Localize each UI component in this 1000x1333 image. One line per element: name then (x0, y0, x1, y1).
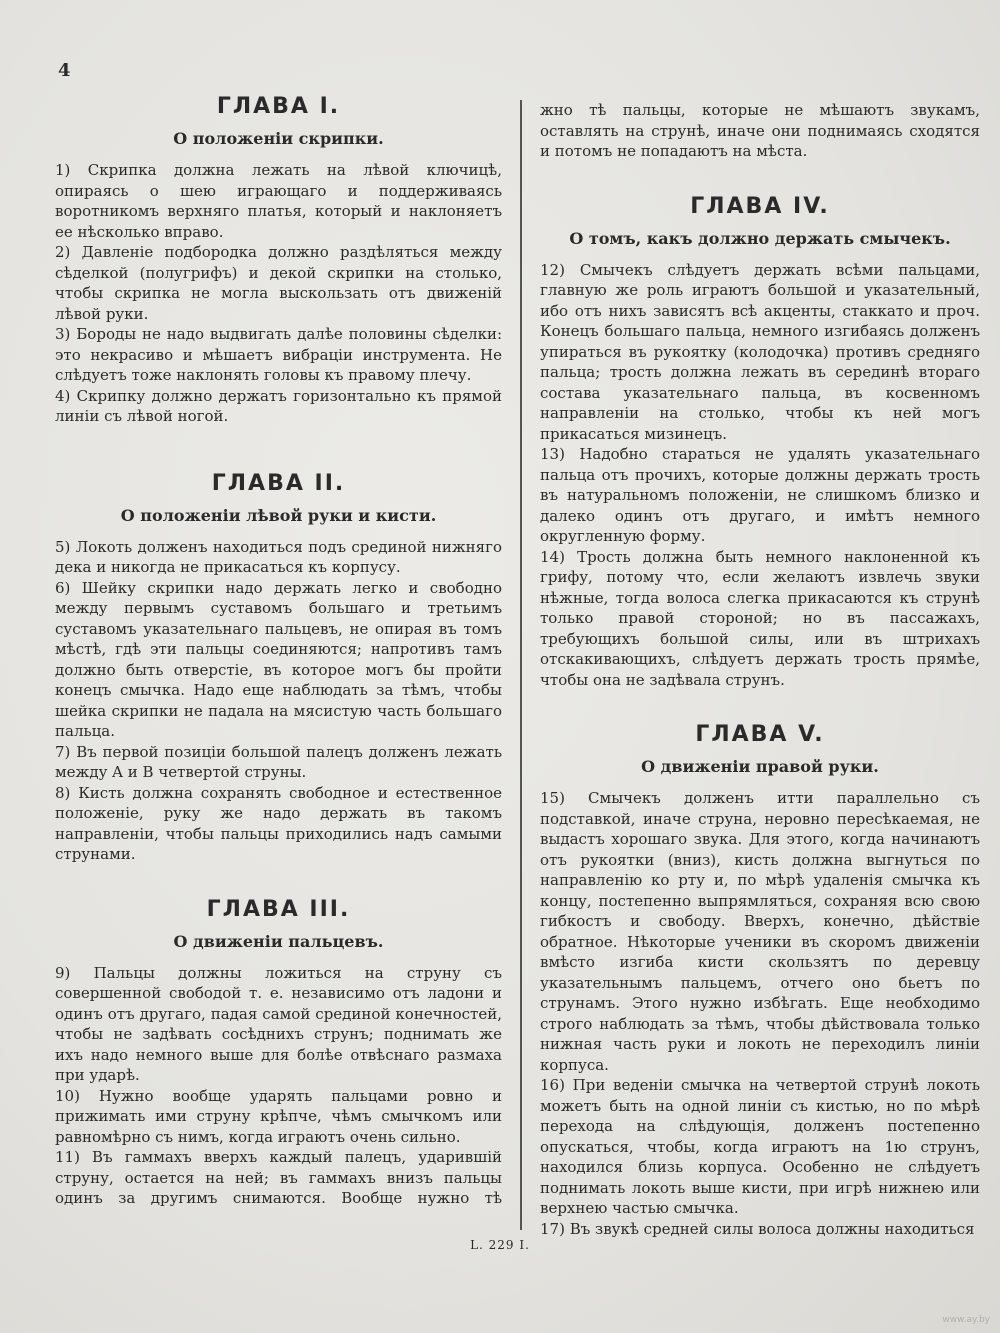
chapter-subtitle: О томъ, какъ должно держать смычекъ. (569, 228, 951, 248)
paragraph: 6) Шейку скрипки надо держать легко и свободно между первымъ суставомъ большаго и третьимъ суставомъ указательнаго пальцевъ, не опирая въ томъ мѣстѣ, гдѣ эти пальцы соединяются; напротивъ тамъ должно быть отверстіе, въ которое могъ бы пройти конецъ смычка. Надо еще наблюдать за тѣмъ, чтобы шейка скрипки не падала на мясистую часть большаго пальца. (55, 578, 502, 740)
chapter-subtitle: О движеніи пальцевъ. (173, 931, 384, 951)
paragraph: 13) Надобно стараться не удалять указательнаго пальца отъ прочихъ, которые должны держать трость въ натуральномъ положеніи, не слишкомъ близко и далеко одинъ отъ другаго, и имѣтъ немного округленную форму. (540, 445, 980, 545)
chapter-subtitle: О положеніи лѣвой руки и кисти. (120, 505, 437, 525)
chapter-title: ГЛАВА III. (206, 896, 351, 922)
left-column (55, 88, 502, 1208)
chapter-1 (55, 94, 502, 427)
chapter-title: ГЛАВА II. (211, 470, 346, 496)
column-divider (520, 100, 522, 1230)
paragraph: 2) Давленіе подбородка должно раздѣляться между сѣделкой (полугрифъ) и декой скрипки на столько, чтобы скрипка не могла выскользать отъ движеній лѣвой руки. (55, 243, 502, 323)
chapter-subtitle: О положеніи скрипки. (173, 129, 384, 148)
chapter-5 (540, 722, 980, 1239)
paragraph: 3) Бороды не надо выдвигать далѣе половины сѣделки: это некрасиво и мѣшаетъ вибраціи инструмента. Не слѣдуетъ тоже наклонять головы къ правому плечу. (55, 325, 502, 384)
paragraph: 11) Въ гаммахъ вверхъ каждый палецъ, ударившій струну, остается на ней; въ гаммахъ внизъ пальцы одинъ за другимъ снимаются. Вообще нужно тѣ (55, 1148, 502, 1207)
paragraph: 5) Локоть долженъ находиться подъ срединой нижняго дека и никогда не прикасаться къ корпусу. (55, 537, 502, 576)
chapter-3 (55, 897, 502, 1209)
paragraph: 1) Скрипка должна лежать на лѣвой ключицѣ, опираясь о шею играющаго и поддерживаясь воротникомъ верхняго платья, который и наклоняетъ ее нѣсколько вправо. (55, 161, 502, 241)
paragraph: 17) Въ звукѣ средней силы волоса должны находиться (540, 1219, 975, 1238)
page-number: 4 (58, 60, 71, 81)
paragraph: 8) Кисть должна сохранять свободное и естественное положеніе, руку же надо держать въ такомъ направленіи, чтобы пальцы приходились надъ самыми струнами. (55, 783, 502, 863)
chapter-title: ГЛАВА V. (695, 722, 825, 747)
chapter-title: ГЛАВА IV. (690, 193, 830, 219)
paragraph: 9) Пальцы должны ложиться на струну съ совершенной свободой т. е. независимо отъ ладони и одинъ отъ другаго, падая самой срединой конечностей, чтобы не задѣвать сосѣднихъ струнъ; поднимать же ихъ надо немного выше для болѣе отвѣснаго размаха при ударѣ. (55, 963, 502, 1084)
paragraph: 16) При веденіи смычка на четвертой струнѣ локоть можетъ быть на одной линіи съ кистью, но по мѣрѣ перехода на слѣдующія, долженъ постепенно опускаться, чтобы, когда играютъ на 1ю струнъ, находился близь корпуса. Особенно не слѣдуетъ поднимать локоть выше кисти, при игрѣ нижнею или верхнею частью смычка. (540, 1076, 980, 1217)
right-column (540, 100, 980, 1239)
paragraph: 7) Въ первой позиціи большой палецъ долженъ лежать между A и B четвертой струны. (55, 742, 502, 781)
chapter-4 (540, 194, 980, 691)
paragraph: 10) Нужно вообще ударять пальцами ровно и прижимать ими струну крѣпче, чѣмъ смычкомъ или равномѣрно съ нимъ, когда играютъ очень сильно. (55, 1086, 502, 1146)
chapter-title: ГЛАВА I. (216, 94, 341, 119)
paragraph: 15) Смычекъ долженъ итти параллельно съ подставкой, иначе струна, неровно пересѣкаемая, не выдастъ хорошаго звука. Для этого, когда начинаютъ отъ рукоятки (вниз), кисть должна выгнуться по направленію ко рту и, по мѣрѣ удаленія смычка къ концу, постепенно выпрямляться, сохраняя всю свою гибкостъ и свободу. Вверхъ, конечно, дѣйствіе обратное. Нѣкоторые ученики въ скоромъ движеніи вмѣсто изгиба кисти скользятъ по деревцу указательнымъ пальцемъ, отчего оно бьетъ по струнамъ. Этого нужно избѣгать. Еще необходимо строго наблюдать за тѣмъ, чтобы дѣйствовала только нижная часть руки и локоть не переходилъ линіи корпуса. (540, 789, 980, 1074)
paragraph: 14) Трость должна быть немного наклоненной къ грифу, потому что, если желаютъ извлечь звуки нѣжные, тогда волоса слегка прикасаются къ струнѣ только правой стороной; но въ пассажахъ, требующихъ большой силы, или въ штрихахъ отскакивающихъ, слѣдуетъ держать трость прямѣе, чтобы она не задѣвала струнъ. (540, 547, 980, 689)
footer-plate-number: L. 229 I. (470, 1238, 530, 1252)
chapter-subtitle: О движеніи правой руки. (641, 757, 879, 776)
paragraph: 4) Скрипку должно держатъ горизонтально къ прямой линіи съ лѣвой ногой. (55, 386, 502, 425)
chapter-2 (55, 471, 502, 865)
paragraph: 12) Смычекъ слѣдуетъ держать всѣми пальцами, главную же роль играютъ большой и указательный, ибо отъ нихъ зависятъ всѣ акценты, стаккато и проч. Конецъ большаго пальца, немного изгибаясь долженъ упираться въ рукоятку (колодочка) противъ средняго пальца; трость должна лежать въ серединѣ втораго состава указательнаго пальца, въ косвенномъ направленіи на столько, чтобы къ ней могъ прикасаться мизинецъ. (540, 260, 980, 443)
continuation-text: жно тѣ пальцы, которые не мѣшаютъ звукамъ, оставлять на струнѣ, иначе они поднимаясь сходятся и потомъ не попадаютъ на мѣста. (540, 101, 980, 160)
watermark: www.ay.by (942, 1315, 990, 1325)
